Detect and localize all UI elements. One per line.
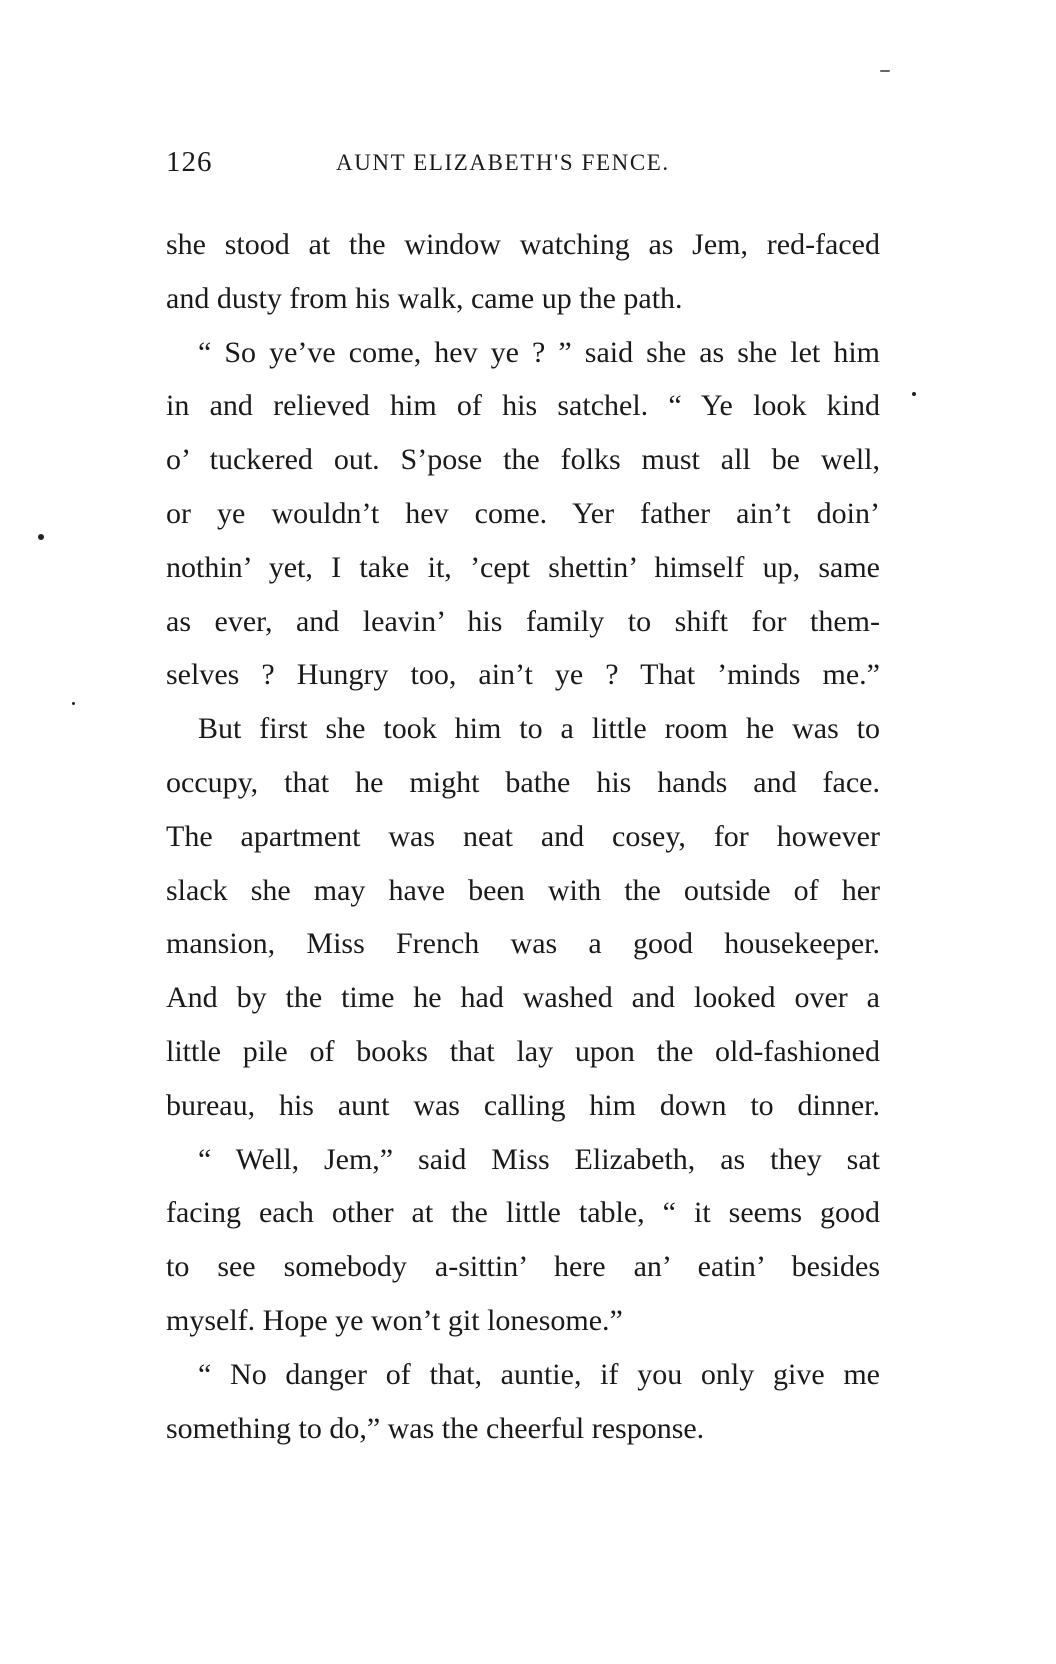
- ink-speck: [72, 702, 75, 705]
- text-line: But first she took him to a little room he was to: [198, 712, 880, 746]
- running-head: AUNT ELIZABETH'S FENCE.: [336, 150, 670, 175]
- text-line: she stood at the window watching as Jem, red-faced: [166, 228, 880, 261]
- ink-speck: [880, 70, 890, 72]
- page-header: [166, 146, 726, 186]
- text-line: little pile of books that lay upon the old-fashioned: [166, 1034, 880, 1068]
- ink-speck: [912, 392, 916, 396]
- text-line: something to do,” was the cheerful response.: [166, 1411, 705, 1445]
- text-line: slack she may have been with the outside of her: [166, 873, 880, 907]
- text-line: as ever, and leavin’ his family to shift for them-: [166, 604, 880, 638]
- text-line: myself. Hope ye won’t git lonesome.”: [166, 1303, 623, 1337]
- text-line: occupy, that he might bathe his hands and face.: [166, 765, 880, 799]
- ink-speck: [38, 534, 44, 540]
- text-line: bureau, his aunt was calling him down to dinner.: [166, 1088, 880, 1122]
- text-line: nothin’ yet, I take it, ’cept shettin’ himself up, same: [166, 550, 880, 584]
- text-line: facing each other at the little table, “ it seems good: [166, 1196, 880, 1230]
- text-line: “ No danger of that, auntie, if you only give me: [198, 1357, 880, 1391]
- text-line: o’ tuckered out. S’pose the folks must all be well,: [166, 443, 880, 477]
- text-line: or ye wouldn’t hev come. Yer father ain’t doin’: [166, 496, 880, 530]
- text-line: “ So ye’ve come, hev ye ? ” said she as she let him: [198, 335, 880, 369]
- page-number: 126: [166, 146, 213, 178]
- text-line: mansion, Miss French was a good housekeeper.: [166, 927, 880, 961]
- text-line: The apartment was neat and cosey, for however: [166, 819, 880, 853]
- text-line: in and relieved him of his satchel. “ Ye look kind: [166, 389, 880, 423]
- text-line: and dusty from his walk, came up the path.: [166, 281, 683, 315]
- text-line: selves ? Hungry too, ain’t ye ? That ’minds me.”: [166, 658, 880, 692]
- text-line: “ Well, Jem,” said Miss Elizabeth, as they sat: [198, 1142, 880, 1176]
- text-line: to see somebody a-sittin’ here an’ eatin’ besides: [166, 1250, 880, 1284]
- body-text: [166, 218, 880, 1455]
- text-line: And by the time he had washed and looked over a: [166, 981, 880, 1015]
